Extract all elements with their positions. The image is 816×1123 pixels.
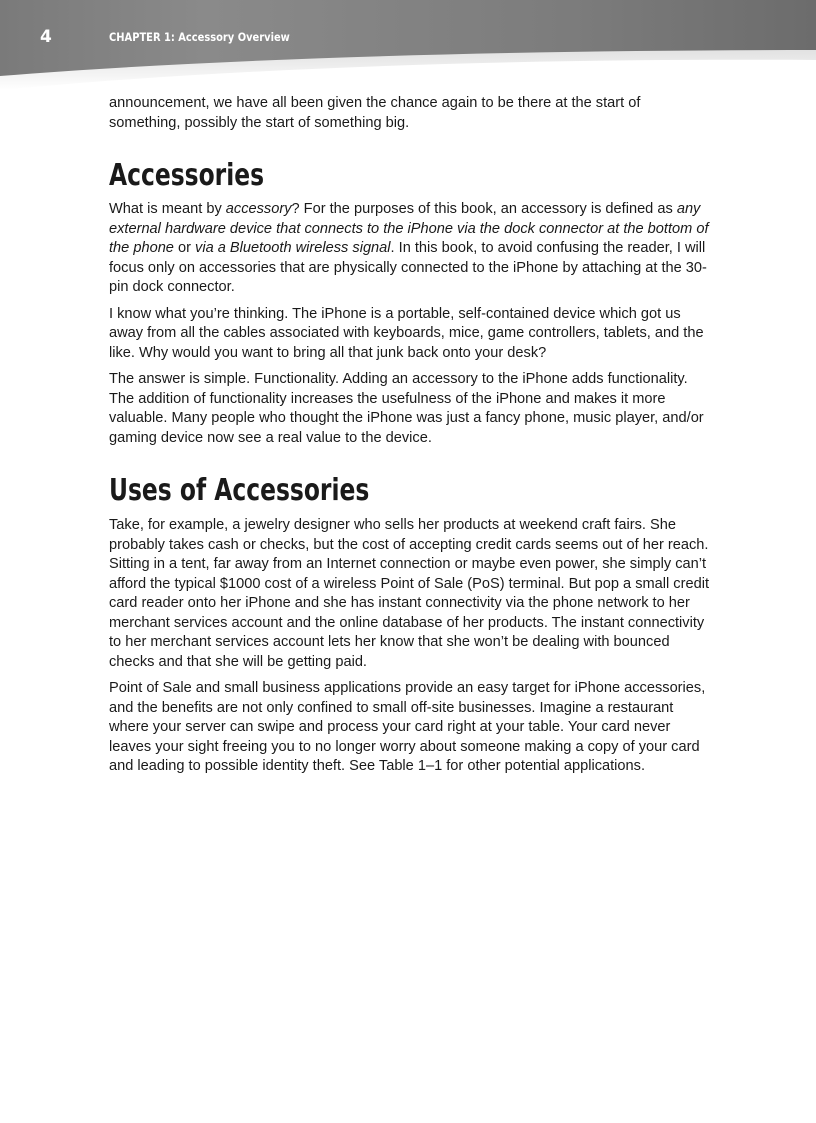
accessories-paragraph-3: The answer is simple. Functionality. Adding an accessory to the iPhone adds functionality. The addition of functionality increases the usefulness of the iPhone and makes it more valuable. Many people who thought the iPhone was just a fancy phone, music player, and/or gaming device now see a real value to the device.	[109, 371, 704, 446]
text-run: ? For the purposes of this book, an accessory is defined as	[291, 201, 677, 217]
intro-paragraph: announcement, we have all been given the chance again to be there at the start of something, possibly the start of something big.	[109, 95, 641, 131]
section-uses-of-accessories	[109, 473, 714, 509]
section-heading-uses-of-accessories: Uses of Accessories	[109, 473, 370, 508]
text-run: or	[173, 240, 196, 256]
running-head-chapter-title: CHAPTER 1: Accessory Overview	[109, 30, 290, 44]
page-body	[109, 94, 714, 784]
uses-paragraph-1: Take, for example, a jewelry designer who sells her products at weekend craft fairs. She probably takes cash or checks, but the cost of accepting credit cards seems out of her reach. Sitting in a tent, far away from an Internet connection or maybe even power, she simply can’t afford the typical $1000 cost of a wireless Point of Sale (PoS) terminal. But pop a small credit card reader onto her iPhone and she has instant connectivity via the phone network to her merchant services account and the online database of her products. The instant connectivity to her merchant services account lets her know that she won’t be dealing with bounced checks and that she will be getting paid.	[109, 517, 709, 670]
section-accessories	[109, 158, 714, 194]
section-heading-accessories: Accessories	[109, 158, 265, 193]
italic-term-accessory: accessory	[225, 201, 292, 217]
page-number: 4	[40, 27, 52, 47]
italic-definition-dock: any external hardware device that connects to the iPhone via the dock connector at the bottom of the phone	[109, 201, 709, 256]
header-band-graphic	[0, 0, 816, 90]
uses-paragraph-2: Point of Sale and small business applications provide an easy target for iPhone accessories, and the benefits are not only confined to small off-site businesses. Imagine a restaurant where your server can swipe and process your card right at your table. Your card never leaves your sight freeing you to no longer worry about someone making a copy of your card and leading to possible identity theft. See Table 1–1 for other potential applications.	[109, 680, 706, 774]
accessories-paragraph-2: I know what you’re thinking. The iPhone is a portable, self-contained device which got us away from all the cables associated with keyboards, mice, game controllers, tablets, and the like. Why would you want to bring all that junk back onto your desk?	[109, 305, 704, 361]
accessories-paragraph-1	[109, 200, 714, 298]
running-header-band	[0, 0, 816, 90]
italic-definition-bluetooth: via a Bluetooth wireless signal	[195, 240, 391, 256]
text-run: What is meant by	[109, 201, 226, 217]
text-run: . In this book, to avoid confusing the reader, I will focus only on accessories that are physically connected to the iPhone by attaching at the 30-pin dock connector.	[109, 240, 707, 295]
